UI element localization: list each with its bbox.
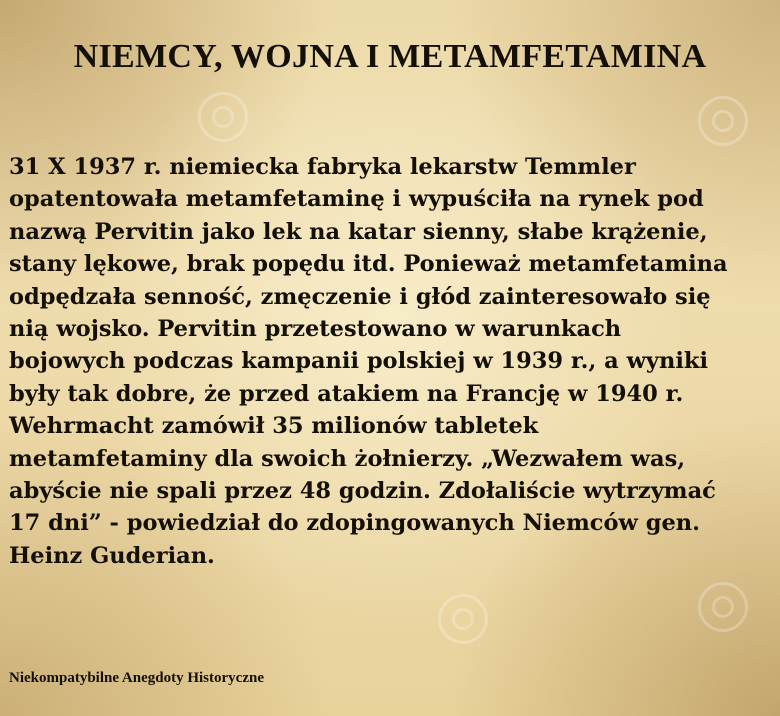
camera-lens-watermark-icon (198, 92, 248, 142)
footer-credit: Niekompatybilne Anegdoty Historyczne (9, 670, 264, 686)
page-title: NIEMCY, WOJNA I METAMFETAMINA (73, 38, 707, 75)
camera-lens-watermark-icon (698, 96, 748, 146)
camera-lens-watermark-icon (438, 594, 488, 644)
body-text: 31 X 1937 r. niemiecka fabryka lekarstw Temmler opatentowała metamfetaminę i wypuściła na rynek pod nazwą Pervitin jako lek na katar sienny, słabe krążenie, stany lękowe, brak popędu itd. Ponieważ metamfetamina odpędzała senność, zmęczenie i głód zainteresowało się nią wojsko. Pervitin przetestowano w warunkach bojowych podczas kampanii polskiej w 1939 r., a wyniki były tak dobre, że przed atakiem na Francję w 1940 r. Wehrmacht zamówił 35 milionów tabletek metamfetaminy dla swoich żołnierzy. „Wezwałem was, abyście nie spali przez 48 godzin. Zdołaliście wytrzymać 17 dni” - powiedział do zdopingowanych Niemców gen. Heinz Guderian. (9, 154, 728, 569)
camera-lens-watermark-icon (698, 582, 748, 632)
